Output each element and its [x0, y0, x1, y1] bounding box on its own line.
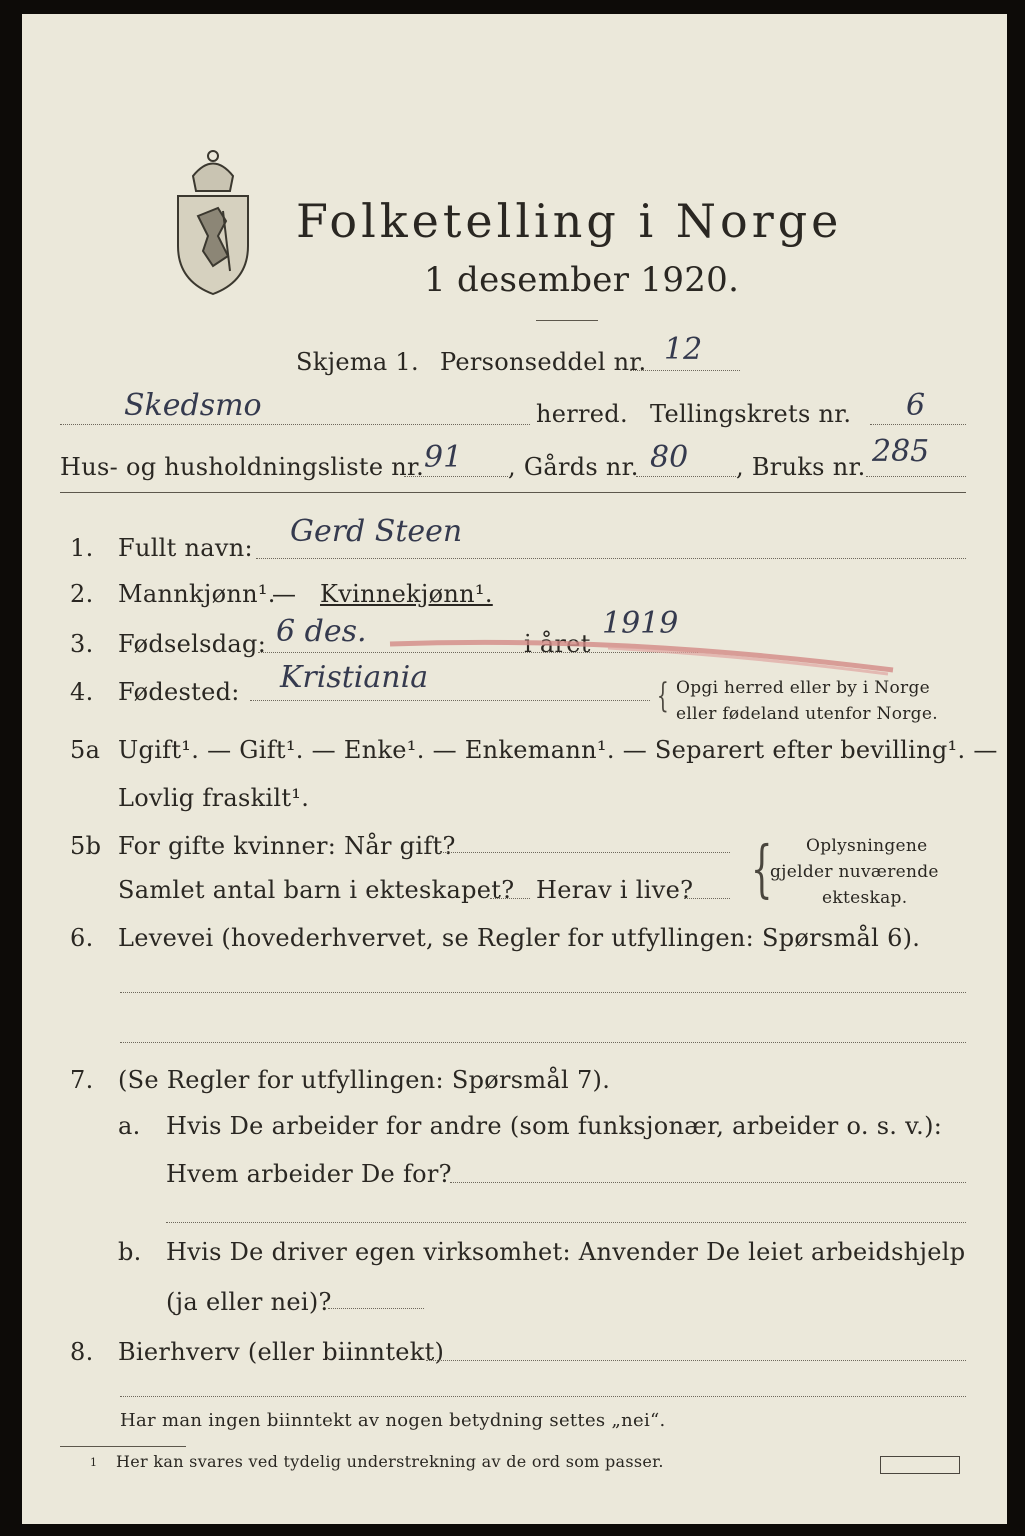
red-pencil-mark: [388, 634, 903, 680]
q5b-note-line3: ekteskap.: [822, 888, 908, 908]
q4-brace: {: [656, 676, 669, 716]
q7a-line-2: [166, 1222, 966, 1223]
q3-year-label: i året: [524, 630, 591, 658]
q5b-note-line1: Oplysningene: [806, 836, 928, 856]
q7-label: (Se Regler for utfyllingen: Spørsmål 7).: [118, 1066, 611, 1094]
q3-year-value: 1919: [602, 606, 679, 641]
q7a-question: Hvis De arbeider for andre (som funksjonær, arbeider o. s. v.):: [166, 1112, 943, 1140]
q4-note-line2: eller fødeland utenfor Norge.: [676, 704, 938, 724]
personseddel-value: 12: [664, 332, 703, 367]
q7-number: 7.: [70, 1066, 94, 1094]
herred-value: Skedsmo: [124, 388, 262, 423]
tellingskrets-line: [870, 424, 966, 425]
q3-label: Fødselsdag:: [118, 630, 267, 658]
q1-number: 1.: [70, 534, 94, 562]
q3-value: 6 des.: [276, 614, 367, 649]
q5b-married-when-label: For gifte kvinner: Når gift?: [118, 832, 456, 860]
title-rule: [536, 320, 598, 321]
q5a-options-line1: Ugift¹. — Gift¹. — Enke¹. — Enkemann¹. — Separert efter bevilling¹. —: [118, 736, 998, 764]
q5a-number: 5a: [70, 736, 101, 764]
q3-number: 3.: [70, 630, 94, 658]
q5b-alive-label: Herav i live?: [536, 876, 694, 904]
q8-line: [426, 1360, 966, 1361]
q7b-yes-no-label: (ja eller nei)?: [166, 1288, 332, 1316]
gards-value: 80: [650, 440, 689, 475]
personseddel-label: Personseddel nr.: [440, 348, 647, 376]
tellingskrets-value: 6: [906, 388, 926, 423]
q7b-number: b.: [118, 1238, 142, 1266]
q5b-number: 5b: [70, 832, 102, 860]
q7a-employer-label: Hvem arbeider De for?: [166, 1160, 452, 1188]
q4-note-line1: Opgi herred eller by i Norge: [676, 678, 930, 698]
skjema-label: Skjema 1.: [296, 348, 419, 376]
q1-label: Fullt navn:: [118, 534, 253, 562]
footnote-text: Her kan svares ved tydelig understrekning av de ord som passer.: [116, 1452, 664, 1471]
q6-number: 6.: [70, 924, 94, 952]
q5a-options-line2: Lovlig fraskilt¹.: [118, 784, 310, 812]
q7b-yes-no-line: [328, 1308, 424, 1309]
herred-line: [60, 424, 530, 425]
printer-stamp: [880, 1456, 960, 1474]
q2-dash: —: [272, 580, 297, 608]
gards-line: [636, 476, 736, 477]
personseddel-line: [630, 370, 740, 371]
q4-label: Fødested:: [118, 678, 240, 706]
bruks-value: 285: [872, 434, 930, 469]
q4-value: Kristiania: [280, 660, 429, 695]
q5b-children-label: Samlet antal barn i ekteskapet?: [118, 876, 515, 904]
q8-label: Bierhverv (eller biinntekt): [118, 1338, 445, 1366]
tellingskrets-label: Tellingskrets nr.: [650, 400, 852, 428]
footnote-mark: 1: [90, 1456, 98, 1469]
q6-line-1: [120, 992, 966, 993]
census-date: 1 desember 1920.: [424, 260, 740, 300]
q2-number: 2.: [70, 580, 94, 608]
q5b-brace: {: [750, 832, 773, 905]
q7b-question: Hvis De driver egen virksomhet: Anvender De leiet arbeidshjelp: [166, 1238, 966, 1266]
gards-label: , Gårds nr.: [508, 453, 639, 481]
q5b-alive-line: [684, 898, 730, 899]
q7a-employer-line: [450, 1182, 966, 1183]
q6-label: Levevei (hovederhvervet, se Regler for utfyllingen: Spørsmål 6).: [118, 924, 921, 952]
bruks-label: , Bruks nr.: [736, 453, 866, 481]
husliste-value: 91: [424, 440, 463, 475]
q6-line-2: [120, 1042, 966, 1043]
q8-number: 8.: [70, 1338, 94, 1366]
header-separator: [60, 492, 966, 493]
q7a-number: a.: [118, 1112, 141, 1140]
q5b-children-line: [490, 898, 530, 899]
form-title: Folketelling i Norge: [296, 194, 843, 248]
footnote-rule: [60, 1446, 186, 1447]
husliste-line: [404, 476, 508, 477]
bruks-line: [866, 476, 966, 477]
herred-label: herred.: [536, 400, 628, 428]
q1-line: [256, 558, 966, 559]
q5b-married-when-line: [440, 852, 730, 853]
q4-number: 4.: [70, 678, 94, 706]
q2-female-option: Kvinnekjønn¹.: [320, 580, 493, 608]
norwegian-coat-of-arms-icon: [168, 146, 258, 296]
husliste-label: Hus- og husholdningsliste nr.: [60, 453, 425, 481]
q4-line: [250, 700, 650, 701]
footer-note: Har man ingen biinntekt av nogen betydning settes „nei“.: [120, 1410, 666, 1431]
q1-value: Gerd Steen: [290, 514, 463, 549]
q5b-note-line2: gjelder nuværende: [770, 862, 939, 882]
q2-male-option: Mannkjønn¹.: [118, 580, 276, 608]
q8-line-2: [120, 1396, 966, 1397]
